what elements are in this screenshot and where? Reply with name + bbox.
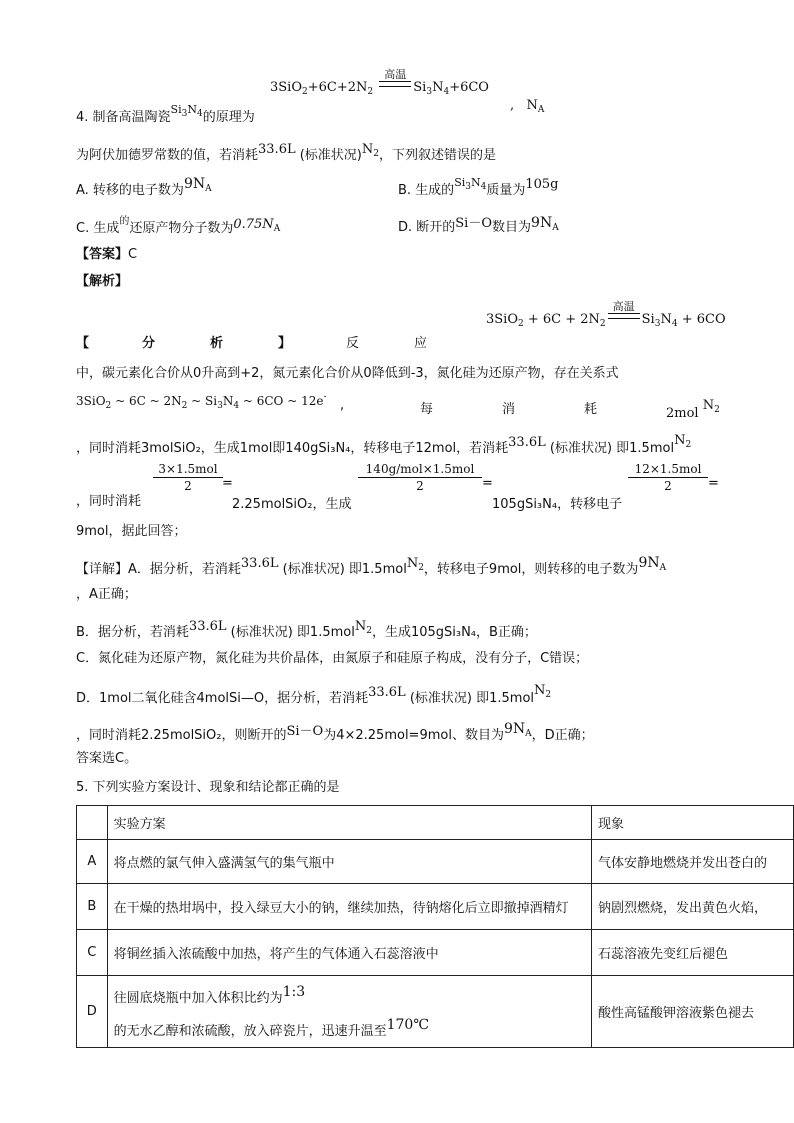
detail-b-line: B．据分析，若消耗33.6L (标准状况) 即1.5molN$_2$，生成105gSi₃N₄，B正确； bbox=[76, 619, 537, 640]
header-plan: 实验方案 bbox=[107, 806, 591, 840]
analysis-2mol: 2mol $N_2$ bbox=[666, 398, 720, 421]
eq-sign-3: = bbox=[708, 476, 719, 491]
detail-a-line1: 【详解】A．据分析，若消耗33.6L (标准状况) 即1.5molN$_2$，转移电子9mol，则转移的电子数为$9N_A$ bbox=[76, 555, 667, 577]
experiment-table bbox=[76, 805, 794, 1048]
detail-d-line2: ，同时消耗2.25molSiO₂，则断开的Si－O为4×2.25mol=9mol、数目为$9N_A$，D正确； bbox=[76, 721, 594, 743]
analysis-relation: 3SiO$_2$ ~ 6C ~ $2N_2$ ~ $Si_3N_4$ ~ 6CO ~ 12e- bbox=[76, 392, 327, 411]
analysis-line1: 中，碳元素化合价从0升高到+2，氮元素化合价从0降低到-3，氮化硅为还原产物，存在关系式 bbox=[76, 366, 619, 381]
analysis-line4-b: 2.25molSiO₂，生成 bbox=[232, 497, 352, 512]
row-plan: 将铜丝插入浓硫酸中加热，将产生的气体通入石蕊溶液中 bbox=[107, 930, 591, 976]
q4-analysis-tag: 【解析】 bbox=[76, 274, 129, 289]
table-row bbox=[77, 884, 794, 930]
q4-option-d: D. 断开的Si－O数目为$9N_A$ bbox=[398, 215, 559, 235]
table-row bbox=[77, 930, 794, 976]
analysis-line3: ，同时消耗3molSiO₂，生成1mol即140gSi₃N₄，转移电子12mol，若消耗33.6L (标准状况) 即1.5molN$_2$ bbox=[76, 433, 692, 456]
q4-stem-line2: 为阿伏加德罗常数的值，若消耗33.6L (标准状况)$N_2$，下列叙述错误的是 bbox=[76, 142, 497, 163]
q4-option-a: A. 转移的电子数为$9N_A$ bbox=[76, 176, 212, 198]
detail-d-line1: D．1mol二氧化硅含4molSi—O，据分析，若消耗33.6L (标准状况) 即1.5molN$_2$ bbox=[76, 683, 552, 706]
analysis-xiao: 消 bbox=[502, 402, 516, 417]
q4-option-c: C. 生成$^的$还原产物分子数为$0.75N_A$ bbox=[76, 216, 281, 236]
eq-sign-1: = bbox=[222, 476, 233, 491]
row-label: B bbox=[77, 884, 108, 930]
analysis-mei: 每 bbox=[420, 402, 434, 417]
analysis-hao: 耗 bbox=[584, 402, 598, 417]
q4-stem-line1: 4. 制备高温陶瓷$^{Si_3N_4}$的原理为 bbox=[76, 103, 255, 125]
header-label bbox=[77, 806, 108, 840]
row-observation: 气体安静地燃烧并发出苍白的 bbox=[592, 840, 794, 884]
na-symbol: , $N_A$ bbox=[510, 98, 545, 115]
row-plan: 将点燃的氯气伸入盛满氢气的集气瓶中 bbox=[107, 840, 591, 884]
fraction-1: 3×1.5mol 2 bbox=[153, 462, 223, 493]
row-label: A bbox=[77, 840, 108, 884]
table-row bbox=[77, 840, 794, 884]
q4-answer: 【答案】C bbox=[76, 247, 138, 262]
analysis-line5: 9mol，据此回答； bbox=[76, 524, 187, 539]
q4-option-b: B. 生成的$^{Si_3N_4}$质量为105g bbox=[398, 176, 559, 198]
row-observation: 石蕊溶液先变红后褪色 bbox=[592, 930, 794, 976]
analysis-equation: $3SiO_2 + 6C + 2N_2$ 高温 $Si_3N_4 + 6CO$ bbox=[486, 300, 726, 329]
eq-sign-2: = bbox=[482, 476, 493, 491]
row-observation: 钠剧烈燃烧，发出黄色火焰， bbox=[592, 884, 794, 930]
row-label: D bbox=[77, 976, 108, 1048]
row-plan: 在干燥的热坩埚中，投入绿豆大小的钠，继续加热，待钠熔化后立即撤掉酒精灯 bbox=[107, 884, 591, 930]
fraction-2: 140g/mol×1.5mol 2 bbox=[358, 462, 482, 493]
detail-final: 答案选C。 bbox=[76, 751, 138, 766]
header-observation: 现象 bbox=[592, 806, 794, 840]
row-label: C bbox=[77, 930, 108, 976]
table-row bbox=[77, 976, 794, 1048]
q4-equation: $3SiO_2+6C+2N_2$ 高温 $Si_3N_4+6CO$ bbox=[270, 68, 489, 97]
q5-stem: 5. 下列实验方案设计、现象和结论都正确的是 bbox=[76, 780, 340, 795]
detail-a-line2: ，A正确； bbox=[76, 587, 137, 602]
fraction-3: 12×1.5mol 2 bbox=[628, 462, 708, 493]
table-header-row bbox=[77, 806, 794, 840]
analysis-comma: , bbox=[340, 398, 345, 413]
detail-c-line: C．氮化硅为还原产物，氮化硅为共价晶体，由氮原子和硅原子构成，没有分子，C错误； bbox=[76, 651, 589, 666]
analysis-line4-c: 105gSi₃N₄，转移电子 bbox=[492, 497, 623, 512]
row-observation: 酸性高锰酸钾溶液紫色褪去 bbox=[592, 976, 794, 1048]
analysis-line4-a: ，同时消耗 bbox=[76, 494, 142, 509]
row-plan: 往圆底烧瓶中加入体积比约为1:3 的无水乙醇和浓硫酸，放入碎瓷片，迅速升温至170℃ bbox=[107, 976, 591, 1048]
